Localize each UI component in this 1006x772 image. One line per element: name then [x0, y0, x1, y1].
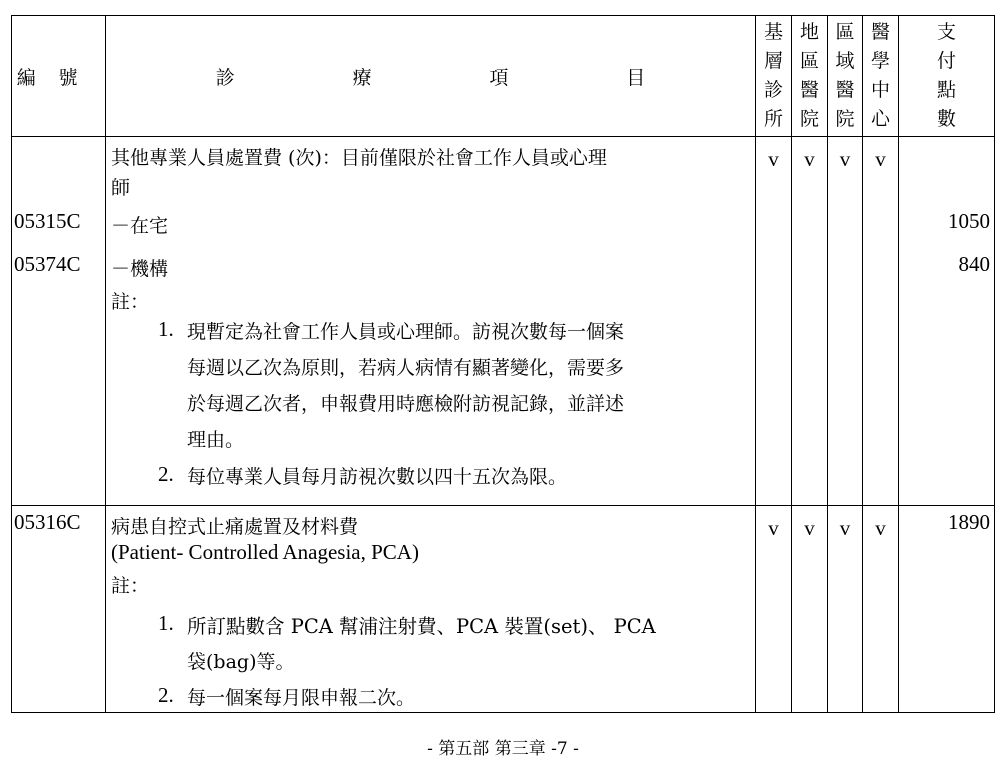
header-char: 域 — [835, 50, 855, 72]
note-number: 1. — [158, 317, 174, 341]
note-line: 理由。 — [187, 429, 245, 451]
note-number: 2. — [158, 683, 174, 707]
sub-item-label: －機構 — [111, 258, 169, 280]
note-line: 於每週乙次者，申報費用時應檢附訪視記錄，並詳述 — [187, 393, 625, 415]
header-item-char: 目 — [626, 66, 646, 89]
mark-medical-center — [863, 506, 899, 713]
header-level-district-hospital — [792, 16, 828, 137]
header-item-char: 療 — [352, 66, 372, 89]
header-char: 學 — [870, 50, 890, 72]
table-header-row — [12, 16, 995, 137]
item-title-english: (Patient- Controlled Anagesia, PCA) — [111, 540, 419, 564]
header-char: 地 — [799, 21, 819, 43]
item-code: 05316C — [14, 510, 81, 534]
table-row — [12, 506, 995, 713]
item-title: 其他專業人員處置費 (次)：目前僅限於社會工作人員或心理 — [111, 147, 607, 169]
note-line: 現暫定為社會工作人員或心理師。訪視次數每一個案 — [187, 321, 625, 343]
code-cell — [12, 506, 106, 713]
header-char: 中 — [870, 79, 890, 101]
note-line: 每位專業人員每月訪視次數以四十五次為限。 — [187, 466, 568, 488]
item-title: 病患自控式止痛處置及材料費 — [111, 516, 359, 538]
header-item — [106, 16, 756, 137]
header-char: 數 — [936, 108, 956, 130]
note-label: 註： — [111, 291, 150, 313]
header-char: 區 — [799, 50, 819, 72]
header-char: 區 — [835, 21, 855, 43]
availability-mark: v — [768, 516, 779, 540]
points-cell — [899, 137, 995, 506]
mark-regional-hospital — [828, 137, 863, 506]
code-cell — [12, 137, 106, 506]
mark-district-hospital — [792, 137, 828, 506]
item-title-cont: 師 — [111, 177, 131, 199]
header-level-regional-hospital — [828, 16, 863, 137]
availability-mark: v — [875, 147, 886, 171]
header-char: 支 — [936, 21, 956, 43]
note-label: 註： — [111, 575, 150, 597]
availability-mark: v — [839, 147, 851, 171]
mark-clinic — [756, 506, 792, 713]
note-line: 每一個案每月限申報二次。 — [187, 687, 416, 709]
header-item-char: 項 — [489, 66, 509, 89]
availability-mark: v — [804, 147, 815, 171]
mark-district-hospital — [792, 506, 828, 713]
header-char: 醫 — [870, 21, 890, 43]
table-row — [12, 137, 995, 506]
points-value: 1890 — [948, 510, 990, 534]
points-value: 840 — [958, 252, 990, 276]
item-code: 05315C — [14, 209, 81, 233]
sub-item-label: －在宅 — [111, 215, 169, 237]
fee-schedule-table — [11, 15, 995, 713]
note-number: 2. — [158, 462, 174, 486]
header-points — [899, 16, 995, 137]
header-level-clinic — [756, 16, 792, 137]
page-footer: - 第五部 第三章 -7 - — [427, 739, 579, 759]
item-cell — [106, 506, 756, 713]
availability-mark: v — [875, 516, 886, 540]
item-cell — [106, 137, 756, 506]
header-char: 基 — [763, 21, 783, 43]
header-char: 院 — [799, 108, 819, 130]
header-char: 點 — [936, 79, 956, 101]
points-cell — [899, 506, 995, 713]
item-code: 05374C — [14, 252, 81, 276]
mark-clinic — [756, 137, 792, 506]
note-line: 袋(bag)等。 — [187, 651, 295, 673]
header-char: 院 — [835, 108, 855, 130]
header-level-medical-center — [863, 16, 899, 137]
points-value: 1050 — [948, 209, 990, 233]
availability-mark: v — [768, 147, 779, 171]
availability-mark: v — [804, 516, 815, 540]
header-code: 編號 — [12, 16, 106, 137]
header-char: 診 — [763, 79, 783, 101]
header-char: 付 — [936, 50, 956, 72]
header-char: 醫 — [835, 79, 855, 101]
mark-regional-hospital — [828, 506, 863, 713]
note-number: 1. — [158, 611, 174, 635]
header-char: 醫 — [799, 79, 819, 101]
mark-medical-center — [863, 137, 899, 506]
header-char: 層 — [763, 50, 783, 72]
note-line: 所訂點數含 PCA 幫浦注射費、PCA 裝置(set)、 PCA — [187, 615, 656, 638]
header-char: 所 — [763, 108, 783, 130]
header-char: 心 — [870, 108, 890, 130]
header-item-char: 診 — [215, 66, 235, 89]
note-line: 每週以乙次為原則，若病人病情有顯著變化，需要多 — [187, 357, 625, 379]
availability-mark: v — [839, 516, 851, 540]
